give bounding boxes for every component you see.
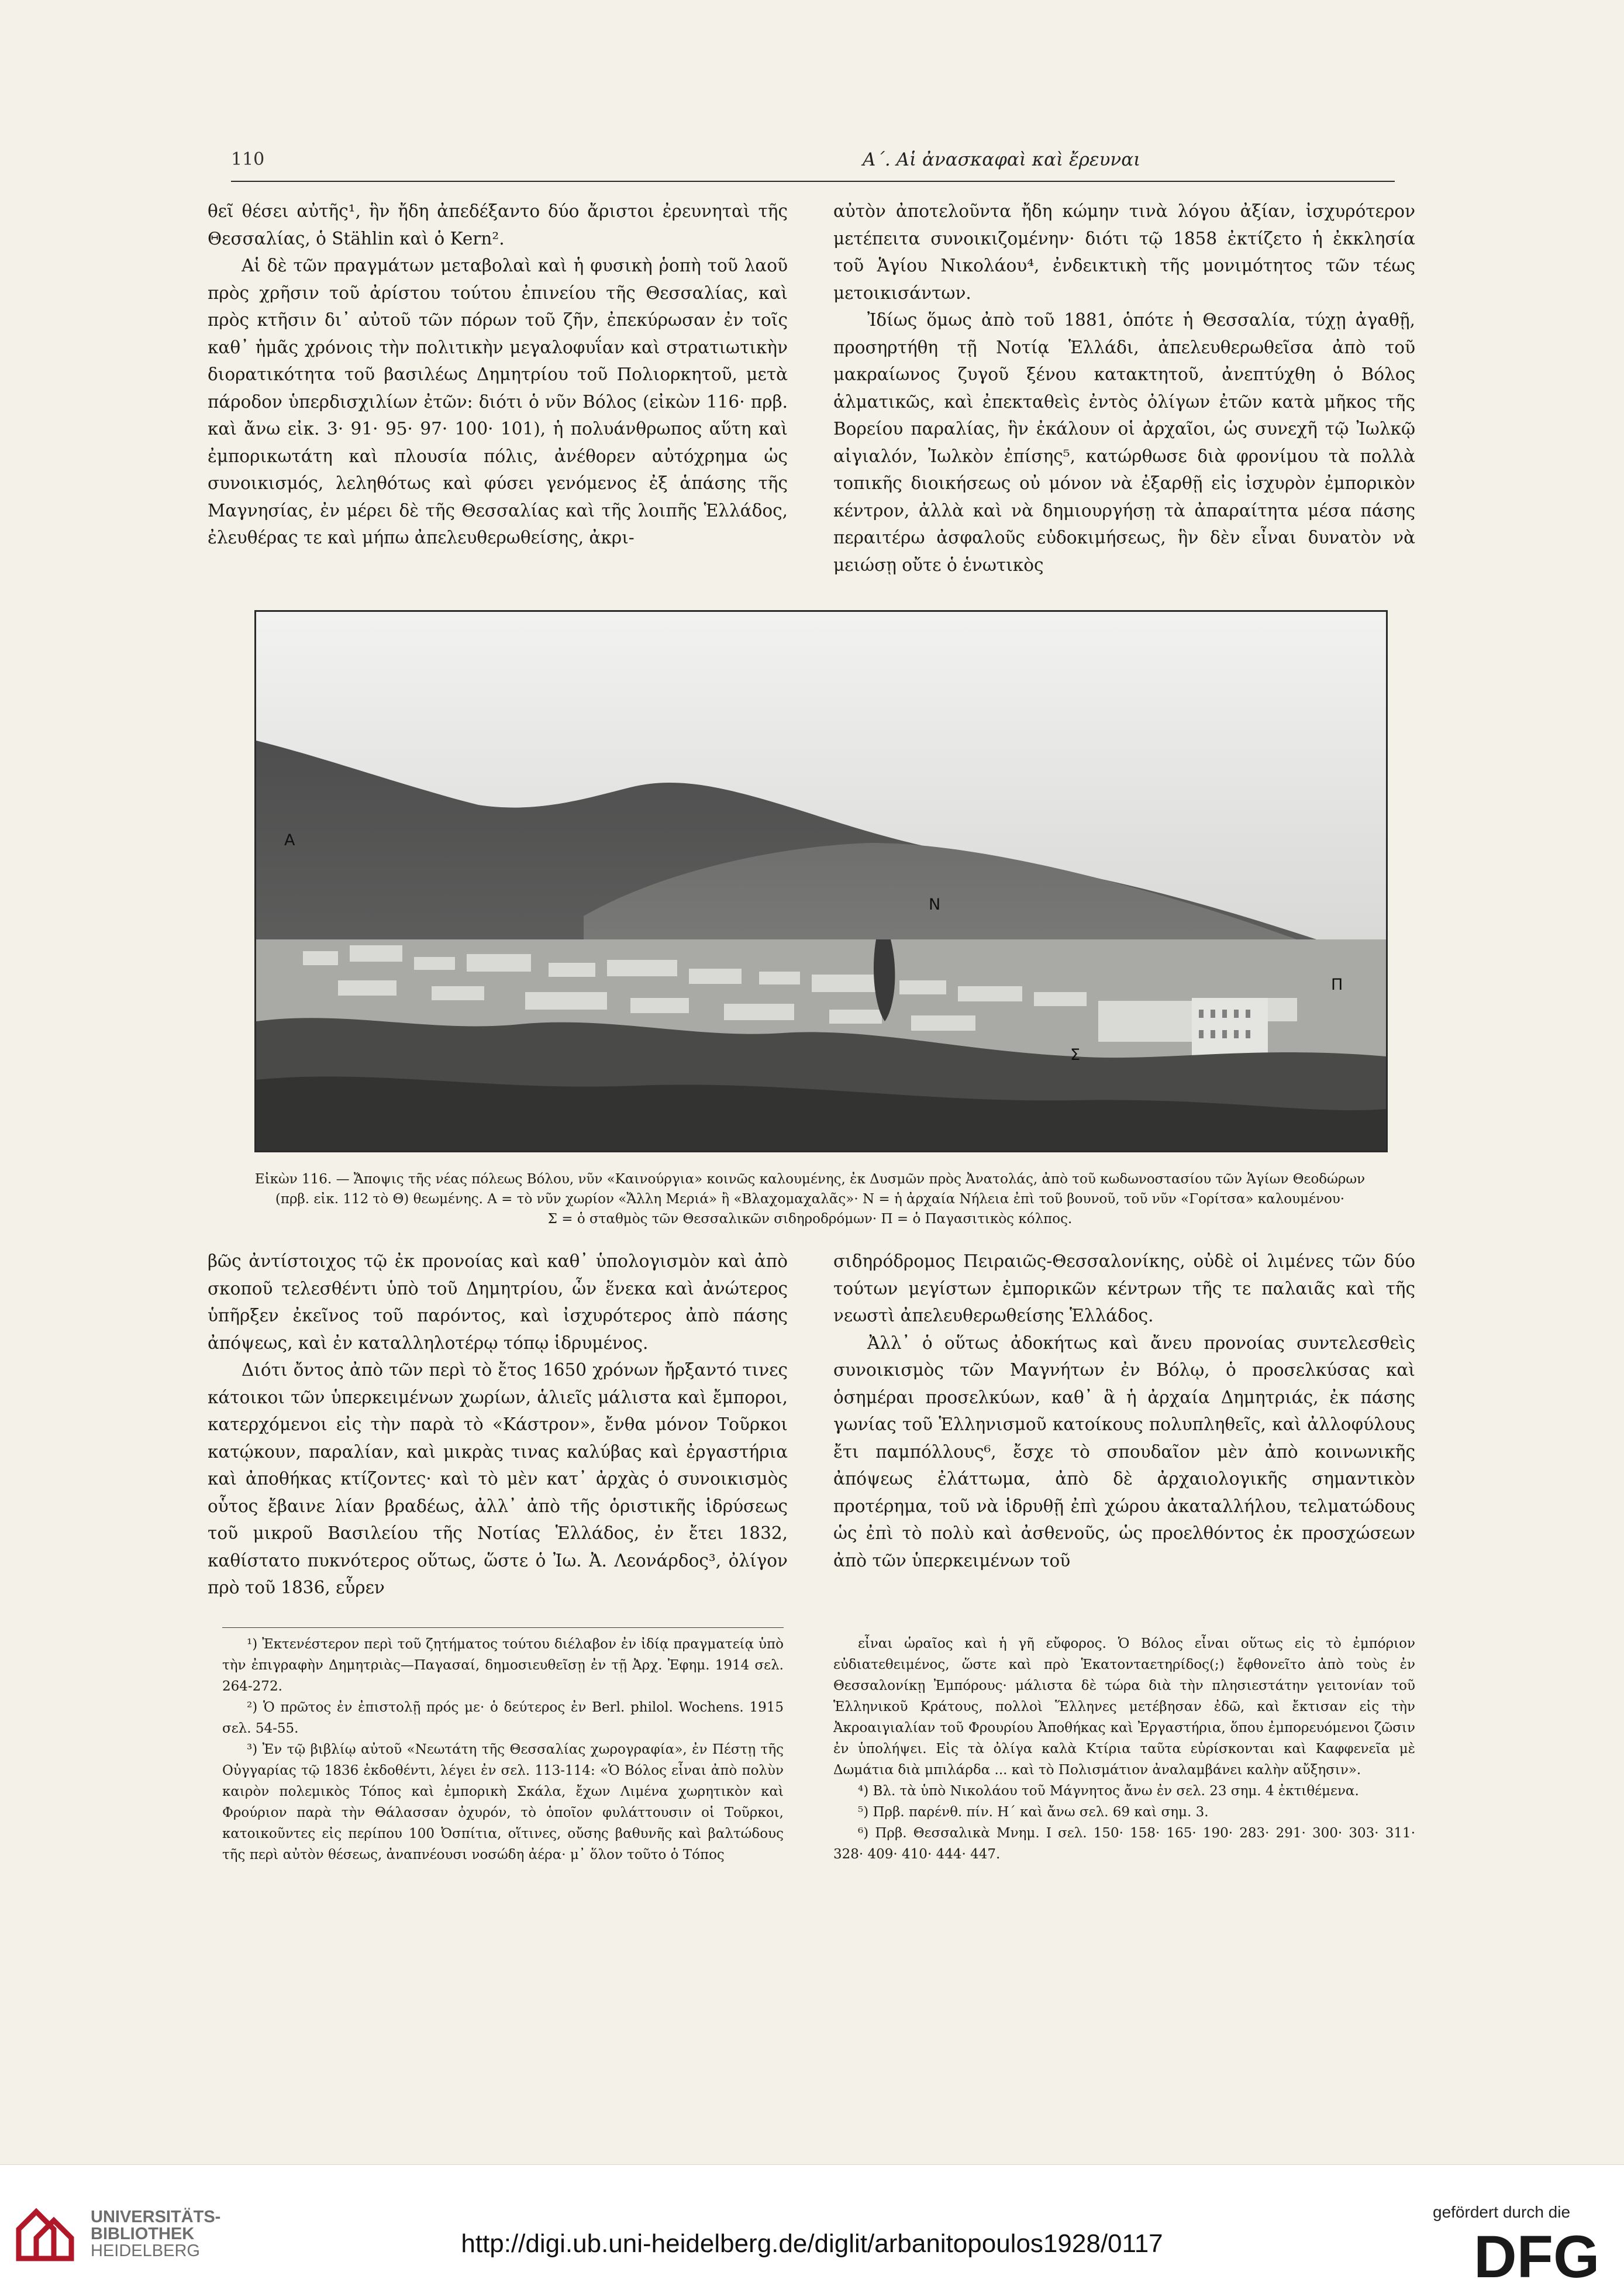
photo-label-p: Π <box>1331 976 1343 994</box>
permalink-url[interactable]: http://digi.ub.uni-heidelberg.de/diglit/arbanitopoulos1928/0117 <box>461 2229 1163 2258</box>
paragraph: θεῖ θέσει αὐτῆς¹, ἣν ἤδη ἀπεδέξαντο δύο ἄριστοι ἐρευνηταὶ τῆς Θεσσαλίας, ὁ Stählin καὶ ὁ Kern². <box>208 201 788 249</box>
running-head: Α΄. Αἱ ἀνασκαφαὶ καὶ ἔρευναι <box>863 149 1141 170</box>
figure-caption <box>205 1169 1415 1229</box>
footnote: ⁴) Βλ. τὰ ὑπὸ Νικολάου τοῦ Μάγνητος ἄνω ἐν σελ. 23 σημ. 4 ἐκτιθέμενα. <box>858 1784 1359 1799</box>
footnote: ⁶) Πρβ. Θεσσαλικὰ Μνημ. Ι σελ. 150· 158· 165· 190· 283· 291· 300· 303· 311· 328· 409· 410· 444· 447. <box>833 1826 1415 1862</box>
volos-panorama-image <box>256 612 1386 1151</box>
footnote: ²) Ὁ πρῶτος ἐν ἐπιστολῇ πρός με· ὁ δεύτερος ἐν Berl. philol. Wochens. 1915 σελ. 54-55. <box>222 1700 784 1736</box>
text-column-left-bottom <box>208 1248 788 1616</box>
caption-line: (πρβ. εἰκ. 112 τὸ Θ) θεωμένης. Α = τὸ νῦν χωρίον «Ἄλλη Μεριά» ἢ «Βλαχομαχαλᾶς»· Ν = ἡ ἀρχαία Νήλεια ἐπὶ τοῦ βουνοῦ, τοῦ νῦν «Γορίτσα» καλουμένου· <box>275 1192 1345 1207</box>
text-column-left-top <box>208 198 788 578</box>
footnote: ³) Ἐν τῷ βιβλίῳ αὐτοῦ «Νεωτάτη τῆς Θεσσαλίας χωρογραφία», ἐν Πέστῃ τῆς Οὐγγαρίας τῷ 1836 ἐκδοθέντι, λέγει ἐν σελ. 113-114: «Ὁ Βόλος εἶναι ἀπὸ πολὺν καιρὸν πολεμικὸς Τόπος καὶ ἐμπορικὴ Σκάλα, ἔχων Λιμένα χωρητικὸν καὶ Φρούριον παρὰ τὴν Θάλασσαν ὀχυρόν, τὸ ὁποῖον φυλάττουσιν οἱ Τοῦρκοι, κατοικοῦντες εἰς περίπου 100 Ὀσπίτια, οἵτινες, οὔσης βαθυνῆς καὶ βαλτώδους τῆς περὶ αὐτὸν θέσεως, ἀναπνέουσι νοσώδη ἀέρα· μ᾽ ὅλον τοῦτο ὁ Τόπος <box>222 1742 784 1862</box>
dfg-logo-icon <box>1474 2228 1605 2282</box>
library-name-line: BIBLIOTHEK <box>91 2225 195 2243</box>
paragraph: Ἀλλ᾽ ὁ οὕτως ἀδοκήτως καὶ ἄνευ προνοίας συντελεσθεὶς συνοικισμὸς τῶν Μαγνήτων ἐν Βόλῳ, ὁ προσελκύσας καὶ ὁσημέραι προσελκύων, καθ᾽ ἃ ἡ ἀρχαία Δημητριάς, ἐκ πάσης γωνίας τοῦ Ἑλληνισμοῦ κατοίκους πολυπληθεῖς, καὶ ἀλλοφύλους ἔτι παμπόλλους⁶, ἔσχε τὸ σπουδαῖον μὲν ἀπὸ κοινωνικῆς ἀπόψεως ἐλάττωμα, ἀπὸ δὲ ἀρχαιολογικῆς σημαντικὸν προτέρημα, τοῦ νὰ ἱδρυθῇ ἐπὶ χώρου ἀκαταλλήλου, τελματώδους ὡς ἐπὶ τὸ πολὺ καὶ ἀσθενοῦς, ὡς προελθόντος ἐκ προσχώσεων ἀπὸ τῶν ὑπερκειμένων τοῦ <box>833 1333 1415 1571</box>
paragraph: αὐτὸν ἀποτελοῦντα ἤδη κώμην τινὰ λόγου ἀξίαν, ἰσχυρότερον μετέπειτα συνοικιζομένην· διότι τῷ 1858 ἐκτίζετο ἡ ἐκκλησία τοῦ Ἁγίου Νικολάου⁴, ἐνδεικτικὴ τῆς μονιμότητος τῶν τέως μετοικισάντων. <box>833 201 1415 303</box>
footnotes-left <box>222 1627 784 2102</box>
footnotes-right <box>833 1627 1415 2101</box>
viewer-footer <box>0 2164 1624 2293</box>
photo-label-s: Σ <box>1070 1046 1081 1064</box>
footnote: ⁵) Πρβ. παρένθ. πίν. Η΄ καὶ ἄνω σελ. 69 καὶ σημ. 3. <box>858 1805 1209 1820</box>
paragraph: Αἱ δὲ τῶν πραγμάτων μεταβολαὶ καὶ ἡ φυσικὴ ῥοπὴ τοῦ λαοῦ πρὸς χρῆσιν τοῦ ἀρίστου τούτου ἐπινείου τῆς Θεσσαλίας, καὶ πρὸς κτῆσιν δι᾽ αὐτοῦ τῶν πόρων τοῦ ζῆν, ἐπεκύρωσαν ἐν τοῖς καθ᾽ ἡμᾶς χρόνοις τὴν πολιτικὴν μεγαλοφυΐαν καὶ στρατιωτικὴν διορατικότητα τοῦ βασιλέως Δημητρίου τοῦ Πολιορκητοῦ, μετὰ πάροδον ὑπερδισχιλίων ἐτῶν: διότι ὁ νῦν Βόλος (εἰκὼν 116· πρβ. καὶ ἄνω εἰκ. 3· 91· 95· 97· 100· 101), ἡ πολυάνθρωπος αὕτη καὶ ἐμπορικωτάτη καὶ πλουσία πόλις, ἀνέθορεν αὐτόχρημα ὡς συνοικισμός, λεληθότως καὶ φύσει γενόμενος ἐξ ἁπάσης τῆς Μαγνησίας, ἐν μέρει δὲ τῆς Θεσσαλίας καὶ τῆς λοιπῆς Ἑλλάδος, ἐλευθέρας τε καὶ μήπω ἀπελευθερωθείσης, ἀκρι- <box>208 256 788 548</box>
library-name-line: UNIVERSITÄTS- <box>91 2208 221 2226</box>
caption-line: Σ = ὁ σταθμὸς τῶν Θεσσαλικῶν σιδηροδρόμων· Π = ὁ Παγασιτικὸς κόλπος. <box>547 1211 1073 1227</box>
text-column-right-bottom <box>833 1248 1415 1599</box>
funded-by-text: gefördert durch die <box>1433 2203 1571 2221</box>
page-header <box>231 149 1395 175</box>
paragraph: σιδηρόδρομος Πειραιῶς-Θεσσαλονίκης, οὐδὲ οἱ λιμένες τῶν δύο τούτων μεγίστων ἐμπορικῶν κέντρων τῆς τε παλαιᾶς καὶ τῆς νεωστὶ ἀπελευθερωθείσης Ἑλλάδος. <box>833 1251 1415 1325</box>
text-column-right-top <box>833 198 1415 578</box>
caption-line: Εἰκὼν 116. — Ἄποψις τῆς νέας πόλεως Βόλου, νῦν «Καινούργια» κοινῶς καλουμένης, ἐκ Δυσμῶν πρὸς Ἀνατολάς, ἀπὸ τοῦ κωδωνοστασίου τῶν Ἁγίων Θεοδώρων <box>254 1172 1366 1187</box>
photo-label-n: Ν <box>929 896 941 914</box>
paragraph: Διότι ὄντος ἀπὸ τῶν περὶ τὸ ἔτος 1650 χρόνων ἤρξαντό τινες κάτοικοι τῶν ὑπερκειμένων χωρίων, ἁλιεῖς μάλιστα καὶ ἔμποροι, κατερχόμενοι εἰς τὴν παρὰ τὸ «Κάστρον», ἔνθα μόνον Τοῦρκοι κατῴκουν, παραλίαν, καὶ μικρὰς τινας καλύβας καὶ ἐργαστήρια καὶ ἀποθήκας κτίζοντες· καὶ τὸ μὲν κατ᾽ ἀρχὰς ὁ συνοικισμὸς οὗτος ἔβαινε λίαν βραδέως, ἀλλ᾽ ἀπὸ τῆς ὁριστικῆς ἱδρύσεως τοῦ μικροῦ Βασιλείου τῆς Νοτίας Ἑλλάδος, ἐν ἔτει 1832, καθίστατο πυκνότερος οὕτως, ὥστε ὁ Ἰω. Ἀ. Λεονάρδος³, ὀλίγον πρὸ τοῦ 1836, εὗρεν <box>208 1360 788 1597</box>
library-name-line: HEIDELBERG <box>91 2242 200 2260</box>
footnote: εἶναι ὡραῖος καὶ ἡ γῆ εὔφορος. Ὁ Βόλος εἶναι οὕτως εἰς τὸ ἐμπόριον εὐδιατεθειμένος, ὥστε καὶ πρὸ Ἑκατονταετηρίδος(;) ἔφθονεῖτο ἀπὸ τοὺς ἐν Θεσσαλονίκῃ Ἐμπόρους· μάλιστα δὲ τώρα διὰ τὴν πλησιεστάτην γειτονίαν τοῦ Ἑλληνικοῦ Κράτους, πολλοὶ Ἕλληνες μετέβησαν ἐδῶ, καὶ ἔκτισαν εἰς τὴν Ἀκροαιγιαλίαν τοῦ Φρουρίου Ἀποθήκας καὶ Ἐργαστήρια, ὅπου ἐμπορευόμενοι ζῶσιν ἐν ὑπολήψει. Εἰς τὰ ὀλίγα καλὰ Κτίρια ταῦτα εὑρίσκονται καὶ Καφφενεῖα μὲ Δωμάτια διὰ μπιλάρδα ... καὶ τὸ Πολισμάτιον ἀναλαμβάνει καλὴν αὔξησιν». <box>833 1636 1415 1778</box>
header-rule <box>231 181 1395 182</box>
dfg-logo-text: DFG <box>1474 2228 1600 2282</box>
footnote: ¹) Ἐκτενέστερον περὶ τοῦ ζητήματος τούτου διέλαβον ἐν ἰδίᾳ πραγματείᾳ ὑπὸ τὴν ἐπιγραφὴν Δημητριὰς—Παγασαί, δημοσιευθεῖσῃ ἐν τῇ Ἀρχ. Ἐφημ. 1914 σελ. 264-272. <box>222 1637 784 1694</box>
photo-label-a: Α <box>284 831 295 849</box>
figure-photo <box>254 610 1388 1152</box>
paragraph: βῶς ἀντίστοιχος τῷ ἐκ προνοίας καὶ καθ᾽ ὑπολογισμὸν καὶ ἀπὸ σκοποῦ τελεσθέντι ὑπὸ τοῦ Δημητρίου, ὧν ἕνεκα καὶ ἀνώτερος ὑπῆρξεν ἐκεῖνος τοῦ παρόντος, καὶ ἰσχυρότερος ἀπὸ πάσης ἀπόψεως, καὶ ἐν καταλληλοτέρῳ τόπῳ ἱδρυμένος. <box>208 1251 788 1353</box>
paragraph: Ἰδίως ὅμως ἀπὸ τοῦ 1881, ὁπότε ἡ Θεσσαλία, τύχῃ ἀγαθῇ, προσηρτήθη τῇ Νοτίᾳ Ἑλλάδι, ἀπελευθερωθεῖσα ἀπὸ τοῦ μακραίωνος ζυγοῦ ξένου κατακτητοῦ, ἀνεπτύχθη ὁ Βόλος ἁλματικῶς, καὶ ἐπεκταθεὶς ἐντὸς ὀλίγων ἐτῶν κατὰ μῆκος τῆς Βορείου παραλίας, ἣν ἐκάλουν οἱ ἀρχαῖοι, ὡς συνεχῆ τῷ Ἰωλκῷ αἰγιαλόν, Ἰωλκὸν ἐπίσης⁵, κατώρθωσε διὰ φρονίμου τὰ πολλὰ τοπικῆς διοικήσεως οὐ μόνον νὰ ἐξαρθῇ εἰς ἰσχυρὸν ἐμπορικὸν κέντρον, ἀλλὰ καὶ νὰ δημιουργήσῃ τὰ ἀπαραίτητα μέσα πάσης περαιτέρω ἀσφαλοῦς εὐδοκιμήσεως, ἣν δὲν εἶναι δυνατὸν νὰ μειώσῃ οὔτε ὁ ἑνωτικὸς <box>833 310 1415 575</box>
page-number: 110 <box>231 149 265 170</box>
